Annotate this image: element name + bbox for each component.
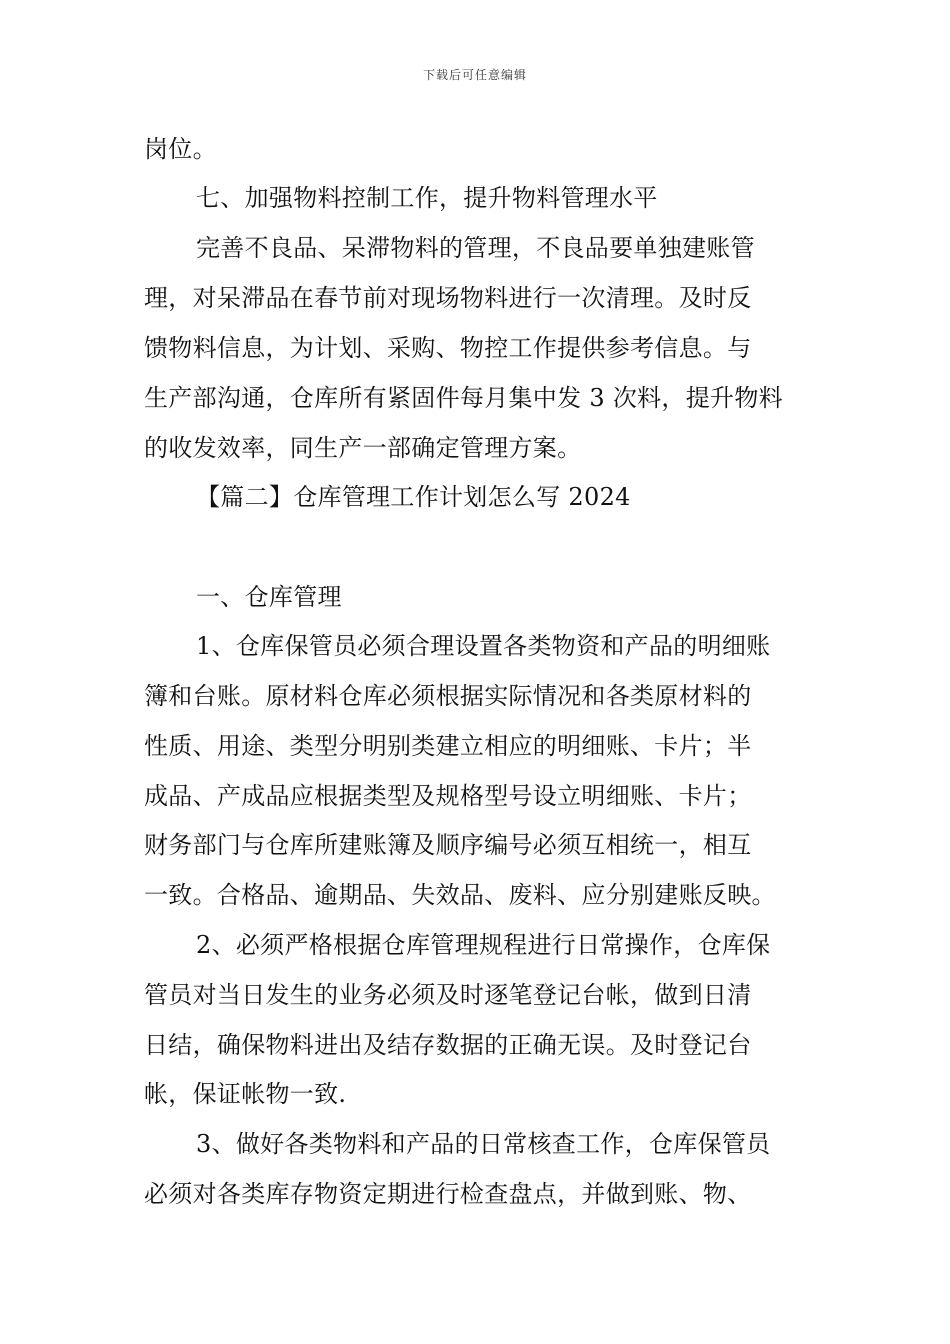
- text-line: 必须对各类库存物资定期进行检查盘点，并做到账、物、: [144, 1180, 752, 1208]
- text-line: 一致。合格品、逾期品、失效品、废料、应分别建账反映。: [144, 881, 776, 909]
- text-line: 完善不良品、呆滞物料的管理，不良品要单独建账管: [196, 234, 755, 262]
- text-line: 馈物料信息，为计划、采购、物控工作提供参考信息。与: [144, 334, 752, 362]
- text-line: 帐，保证帐物一致.: [144, 1080, 347, 1108]
- section-heading: 七、加强物料控制工作，提升物料管理水平: [196, 184, 658, 212]
- text-line: 生产部沟通，仓库所有紧固件每月集中发 3 次料，提升物料: [144, 384, 783, 412]
- text-line: 成品、产成品应根据类型及规格型号设立明细账、卡片；: [144, 782, 752, 810]
- text-line: 的收发效率，同生产一部确定管理方案。: [144, 434, 582, 462]
- text-line: 3、做好各类物料和产品的日常核查工作，仓库保管员: [196, 1130, 771, 1158]
- chapter-title: 【篇二】仓库管理工作计划怎么写 2024: [196, 483, 631, 511]
- text-line: 性质、用途、类型分明别类建立相应的明细账、卡片；半: [144, 732, 752, 760]
- text-line: 理，对呆滞品在春节前对现场物料进行一次清理。及时反: [144, 284, 752, 312]
- text-line: 岗位。: [144, 135, 217, 163]
- text-line: 财务部门与仓库所建账簿及顺序编号必须互相统一，相互: [144, 831, 752, 859]
- text-line: 簿和台账。原材料仓库必须根据实际情况和各类原材料的: [144, 682, 752, 710]
- section-heading: 一、仓库管理: [196, 583, 342, 611]
- text-line: 日结，确保物料进出及结存数据的正确无误。及时登记台: [144, 1031, 752, 1059]
- page-header: 下载后可任意编辑: [422, 68, 527, 82]
- text-line: 2、必须严格根据仓库管理规程进行日常操作，仓库保: [196, 931, 771, 959]
- text-line: 管员对当日发生的业务必须及时逐笔登记台帐，做到日清: [144, 981, 752, 1009]
- text-line: 1、仓库保管员必须合理设置各类物资和产品的明细账: [196, 632, 771, 660]
